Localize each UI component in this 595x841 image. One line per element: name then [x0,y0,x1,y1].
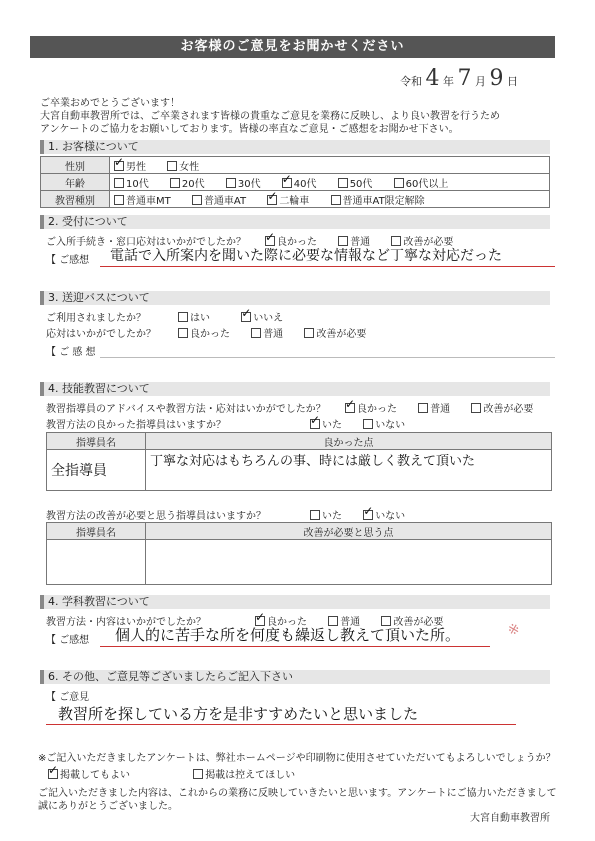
checkbox[interactable] [178,312,188,322]
date [400,66,518,91]
s2-question: ご入所手続き・窓口応対はいかがでしたか？ [46,237,246,248]
option-label: いた [322,511,342,522]
publish-question: ※ご記入いただきましたアンケートは、弊社ホームページや印刷物に使用させていただいてもよろしいでしょうか？ [38,753,556,764]
s4-yes[interactable] [310,416,342,431]
option-label: 良かった [190,329,230,340]
s3-normal[interactable] [251,325,283,340]
red-mark-icon: ※ [506,620,522,640]
checkbox[interactable] [167,161,177,171]
checkbox[interactable] [267,195,277,205]
course-mt[interactable] [114,192,171,207]
gender-male[interactable] [114,158,146,173]
option-label: 普通車AT [203,195,247,207]
option-label: 女性 [179,161,200,173]
s6-label: 【 ご意見 [46,692,90,703]
s3-q1: ご利用されましたか？ [46,313,146,324]
option-label: 普通 [430,404,451,415]
good-name: 全指導員 [51,463,107,479]
option-label: いた [322,420,342,431]
label-text: ご意見 [59,692,90,703]
underline [100,266,555,267]
course-label: 教習種別 [41,191,110,208]
gender-label: 性別 [41,157,110,174]
good-text-cell[interactable] [146,450,552,491]
option-label: いいえ [253,313,284,324]
s4-q1-options [345,400,533,415]
checkbox[interactable] [418,403,428,413]
option-label: 男性 [126,161,146,173]
date-year[interactable]: 4 [425,66,440,91]
option-label: 普通車AT限定解除 [342,195,425,207]
checkbox[interactable] [241,312,251,322]
s5-comment[interactable]: 個人的に苦手な所を何度も繰返し教えて頂いた所。 [115,626,461,644]
course-at-unlimit[interactable] [331,192,425,207]
gender-options [110,157,550,174]
s4-normal[interactable] [418,400,450,415]
checkbox[interactable] [338,178,348,188]
intro-text [40,97,560,136]
age-10s[interactable] [114,175,149,190]
s3-improve[interactable] [304,325,366,340]
label-text: ご感想 [59,255,90,266]
section-5-header: 4. 学科教習について [40,595,550,609]
s3-good[interactable] [178,325,230,340]
age-options [110,174,550,191]
option-label: 50代 [349,178,373,190]
customer-info-table [40,156,550,208]
date-year-unit: 年 [443,75,454,88]
s4-q2-options [310,416,423,431]
s5-comment-label: 【 ご感想 [46,635,90,646]
s3-no[interactable] [241,309,283,324]
option-label: 改善が必要 [483,404,534,415]
underline [100,357,555,358]
intro-line: ご卒業おめでとうございます！ [40,98,180,109]
company-name: 大宮自動車教習所 [470,813,550,824]
s4-improve[interactable] [471,400,533,415]
checkbox[interactable] [193,769,203,779]
closing-line: 誠にありがとうございました。 [38,801,178,812]
s4-no[interactable] [363,416,405,431]
option-label: 10代 [126,178,149,190]
checkbox[interactable] [363,419,373,429]
s3-q1-options [178,309,301,324]
option-label: 良かった [277,237,317,248]
checkbox[interactable] [394,178,404,188]
option-label: 20代 [181,178,205,190]
label-text: ご 感 想 [59,347,96,358]
col-header-name: 指導員名 [47,433,146,450]
option-label: 改善が必要 [393,617,444,628]
option-label: 掲載してもよい [60,770,130,781]
publish-ng[interactable] [193,766,295,781]
date-month-unit: 月 [475,75,486,88]
closing-line: ご記入いただきました内容は、これからの業務に反映していきたいと思います。アンケートにご協力いただきまして [38,788,557,799]
s2-comment-label: 【 ご感想 [46,255,90,266]
section-4-header: 4. 技能教習について [40,382,550,396]
checkbox[interactable] [310,510,320,520]
option-label: 二輪車 [279,195,310,207]
option-label: 掲載は控えてほしい [205,770,296,781]
checkbox[interactable] [251,328,261,338]
s3-q2: 応対はいかがでしたか？ [46,329,156,340]
bad-instructor-table [46,522,552,585]
checkbox[interactable] [282,178,292,188]
section-6-header: 6. その他、ご意見等ございましたらご記入下さい [40,670,550,684]
checkbox[interactable] [114,178,124,188]
date-day[interactable]: 9 [489,66,504,91]
course-motorcycle[interactable] [267,192,309,207]
age-20s[interactable] [170,175,205,190]
page-title: お客様のご意見をお聞かせください [30,36,555,58]
publish-ok[interactable] [48,766,130,781]
checkbox[interactable] [363,510,373,520]
age-50s[interactable] [338,175,373,190]
age-label: 年齢 [41,174,110,191]
option-label: はい [190,313,210,324]
gender-female[interactable] [167,158,199,173]
good-name-cell[interactable] [47,450,146,491]
s4-q3-options [310,507,423,522]
s3-yes[interactable] [178,309,210,324]
s4-q3: 教習方法の改善が必要と思う指導員はいますか？ [46,511,266,522]
section-1-header: 1. お客様について [40,140,550,154]
col-header-name: 指導員名 [47,523,146,540]
s4-good[interactable] [345,400,397,415]
section-2-header: 2. 受付について [40,215,550,229]
option-label: いない [375,420,406,431]
option-label: いない [375,511,406,522]
date-month[interactable]: 7 [457,66,472,91]
s5-question: 教習方法・内容はいかがでしたか？ [46,617,206,628]
bad-name-cell[interactable] [47,540,146,585]
option-label: 30代 [237,178,261,190]
good-instructor-table [46,432,552,491]
option-label: 良かった [267,617,307,628]
good-text: 丁寧な対応はもちろんの事、時には厳しく教えて頂いた [150,454,476,469]
s6-comment[interactable]: 教習所を探している方を是非すすめたいと思いました [58,705,419,723]
option-label: 良かった [357,404,397,415]
age-40s[interactable] [282,175,317,190]
checkbox[interactable] [226,178,236,188]
intro-line: アンケートのご協力をお願いしております。皆様の率直なご意見・ご感想をお聞かせ下さい。 [40,124,459,135]
checkbox[interactable] [170,178,180,188]
closing-note [38,787,568,813]
s2-comment[interactable]: 電話で入所案内を聞いた際に必要な情報など丁寧な対応だった [110,248,502,264]
s4-q2: 教習方法の良かった指導員はいますか？ [46,420,226,431]
underline [46,724,516,725]
underline [100,646,490,647]
course-at[interactable] [192,192,246,207]
bad-text-cell[interactable] [146,540,552,585]
intro-line: 大宮自動車教習所では、ご卒業されます皆様の貴重なご意見を業務に反映し、より良い教習を行うため [40,111,500,122]
option-label: 60代以上 [405,178,449,190]
s3-comment-label: 【 ご 感 想 [46,347,96,358]
checkbox[interactable] [331,195,341,205]
section-3-header: 3. 送迎バスについて [40,291,550,305]
option-label: 40代 [293,178,317,190]
age-60s[interactable] [394,175,449,190]
checkbox[interactable] [345,403,355,413]
option-label: 普通 [263,329,284,340]
option-label: 普通 [350,237,371,248]
checkbox[interactable] [114,161,124,171]
checkbox[interactable] [114,195,124,205]
checkbox[interactable] [471,403,481,413]
date-era: 令和 [400,75,422,88]
publish-options [48,766,313,781]
checkbox[interactable] [48,769,58,779]
s4-q3-no[interactable] [363,507,405,522]
checkbox[interactable] [178,328,188,338]
option-label: 普通車MT [126,195,171,207]
option-label: 改善が必要 [316,329,367,340]
option-label: 普通 [340,617,361,628]
option-label: 改善が必要 [403,237,454,248]
col-header-bad: 改善が必要と思う点 [146,523,552,540]
age-30s[interactable] [226,175,261,190]
s3-q2-options [178,325,384,340]
s4-q1: 教習指導員のアドバイスや教習方法・応対はいかがでしたか？ [46,404,326,415]
checkbox[interactable] [192,195,202,205]
s4-q3-yes[interactable] [310,507,342,522]
course-options [110,191,550,208]
date-day-unit: 日 [507,75,518,88]
checkbox[interactable] [310,419,320,429]
col-header-good: 良かった点 [146,433,552,450]
label-text: ご感想 [59,635,90,646]
checkbox[interactable] [304,328,314,338]
